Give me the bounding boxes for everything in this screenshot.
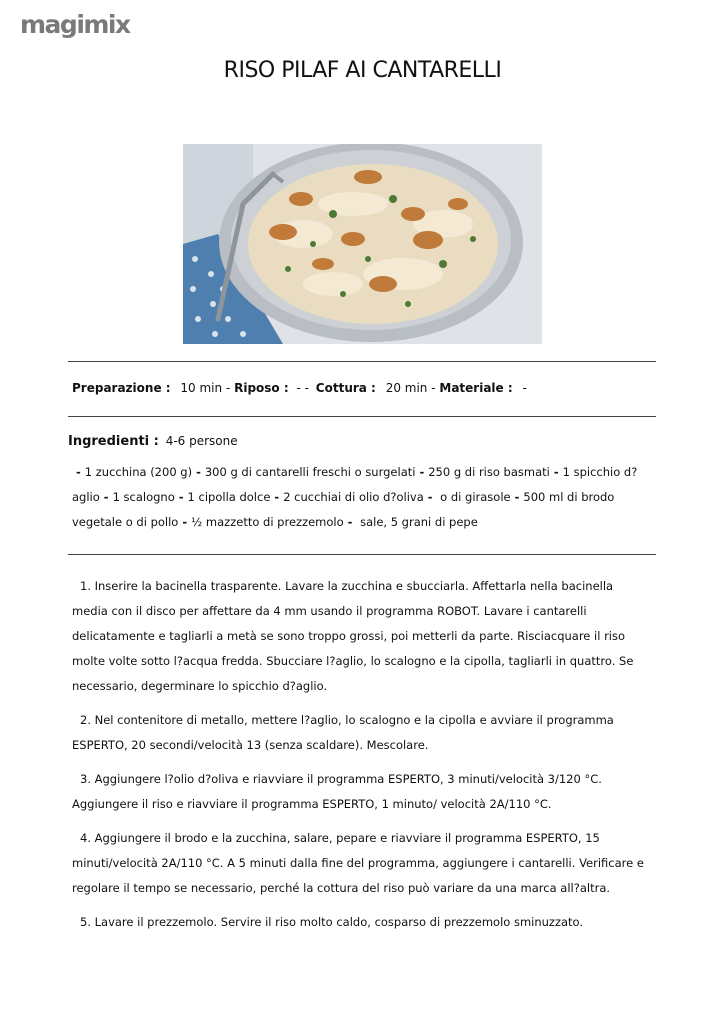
- method-step: 1. Inserire la bacinella trasparente. Lavare la zucchina e sbucciarla. Affettarla nella bacinella media con il disco per affettare da 4 mm usando il programma ROBOT. Lavare i cantarelli delicatamente e tagliarli a metà se sono troppo grossi, poi metterli da parte. Risciacquare il riso molte volte sotto l?acqua fredda. Sbucciare l?aglio, lo scalogno e la cipolla, tagliarli in quattro. Se necessario, degerminare lo spicchio d?aglio.: [72, 579, 634, 693]
- ingredient-separator: -: [178, 490, 184, 504]
- ingredient-item: 1 spicchio d?aglio: [72, 465, 638, 504]
- ingredient-separator: -: [553, 465, 559, 479]
- ingredients-heading: [68, 434, 238, 449]
- ingredient-separator: -: [427, 490, 433, 504]
- rest-label: Riposo :: [234, 381, 289, 395]
- material-label: Materiale :: [439, 381, 513, 395]
- ingredient-separator: -: [76, 465, 81, 479]
- ingredient-item: 250 g di riso basmati: [428, 465, 550, 479]
- rice-bowl-illustration: [183, 144, 542, 344]
- prep-value: 10 min: [180, 381, 223, 395]
- brand-logo: magimix: [20, 10, 130, 39]
- ingredient-separator: -: [274, 490, 280, 504]
- divider-ingredients: [68, 554, 656, 555]
- ingredient-item: 300 g di cantarelli freschi o surgelati: [204, 465, 416, 479]
- ingredient-item: 500 ml di brodo vegetale o di pollo: [72, 490, 615, 529]
- ingredient-item: ½ mazzetto di prezzemolo: [191, 515, 344, 529]
- ingredient-item: 1 scalogno: [112, 490, 175, 504]
- method-step: 4. Aggiungere il brodo e la zucchina, salare, pepare e riavviare il programma ESPERTO, 15 minuti/velocità 2A/110 °C. A 5 minuti dalla fine del programma, aggiungere i cantarelli. Verificare e regolare il tempo se necessario, perché la cottura del riso può variare da una marca all?altra.: [72, 831, 644, 895]
- material-value: -: [522, 381, 527, 395]
- recipe-photo: [183, 144, 542, 344]
- ingredient-item: sale, 5 grani di pepe: [356, 515, 478, 529]
- ingredient-separator: -: [419, 465, 425, 479]
- method-step: 3. Aggiungere l?olio d?oliva e riavviare il programma ESPERTO, 3 minuti/velocità 3/120 °C. Aggiungere il riso e riavviare il programma ESPERTO, 1 minuto/ velocità 2A/110 °C.: [72, 772, 602, 811]
- ingredient-item: 2 cucchiai di olio d?oliva: [283, 490, 424, 504]
- recipe-meta: Preparazione : 10 min - Riposo : - - Cottura : 20 min - Materiale : -: [72, 381, 527, 395]
- ingredient-item: o di girasole: [436, 490, 511, 504]
- ingredient-separator: -: [196, 465, 201, 479]
- ingredient-separator: -: [514, 490, 520, 504]
- ingredient-item: 1 cipolla dolce: [187, 490, 271, 504]
- method-step: 2. Nel contenitore di metallo, mettere l?aglio, lo scalogno e la cipolla e avviare il programma ESPERTO, 20 secondi/velocità 13 (senza scaldare). Mescolare.: [72, 713, 614, 752]
- cook-value: 20 min: [385, 381, 428, 395]
- cook-label: Cottura :: [315, 381, 376, 395]
- rest-value: - -: [296, 381, 309, 395]
- ingredients-list: [72, 460, 652, 535]
- ingredient-separator: -: [103, 490, 109, 504]
- ingredient-item: 1 zucchina (200 g): [84, 465, 193, 479]
- ingredient-separator: -: [347, 515, 353, 529]
- divider-meta: [68, 416, 656, 417]
- ingredient-separator: -: [182, 515, 188, 529]
- divider-top: [68, 361, 656, 362]
- prep-label: Preparazione :: [72, 381, 171, 395]
- method-steps: [72, 574, 652, 944]
- recipe-title: RISO PILAF AI CANTARELLI: [223, 58, 502, 83]
- servings: 4-6 persone: [165, 434, 238, 448]
- ingredients-label: Ingredienti :: [68, 434, 159, 449]
- method-step: 5. Lavare il prezzemolo. Servire il riso molto caldo, cosparso di prezzemolo sminuzzato.: [80, 915, 584, 929]
